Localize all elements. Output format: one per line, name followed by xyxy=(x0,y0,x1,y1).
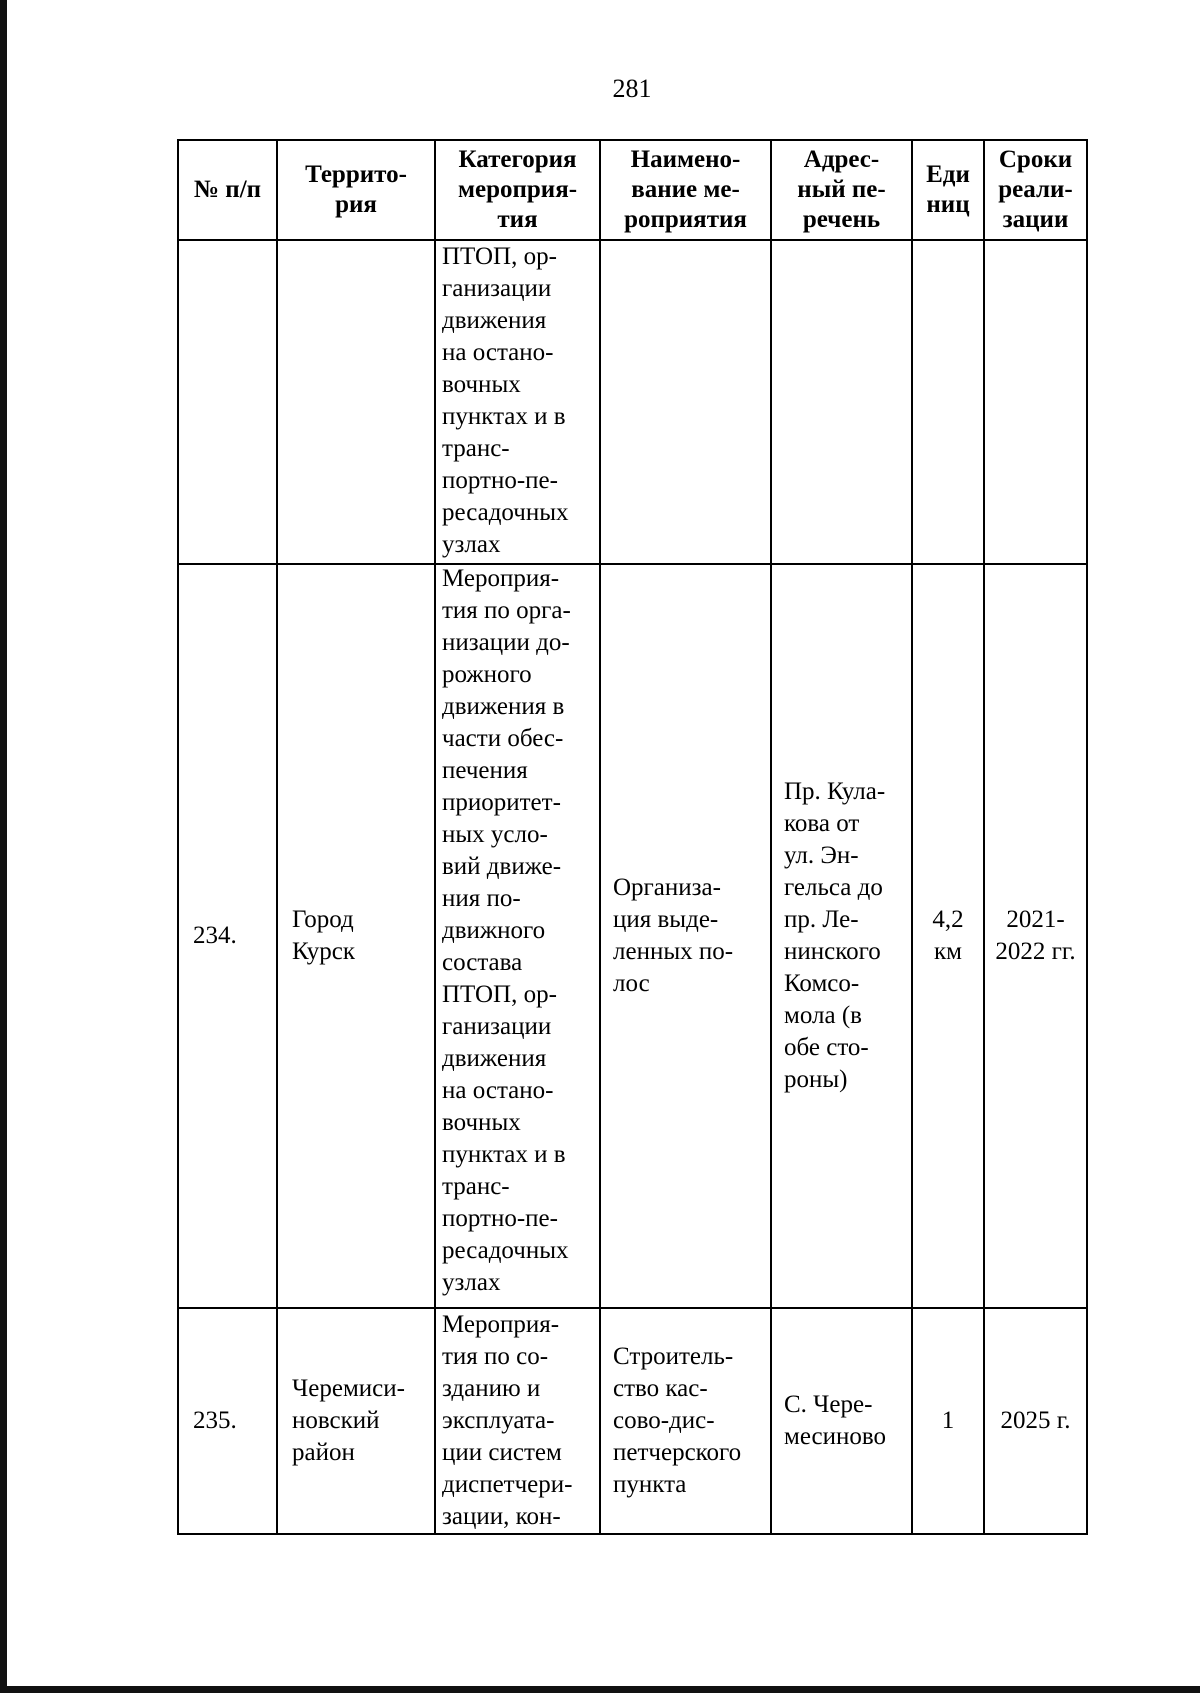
cell-unit: 1 xyxy=(912,1308,984,1534)
cell-address: С. Чере- месиново xyxy=(771,1308,912,1534)
table-header-row xyxy=(178,140,1087,240)
cell-number: 234. xyxy=(178,564,277,1308)
table-row xyxy=(178,564,1087,1308)
page-number: 281 xyxy=(612,74,652,103)
cell-period xyxy=(984,240,1087,564)
cell-category: ПТОП, ор- ганизации движения на остано- вочных пунктах и в транс- портно-пе- ресадочных узлах xyxy=(435,240,600,564)
table-row xyxy=(178,240,1087,564)
scan-border-bottom xyxy=(0,1686,1200,1693)
header-period: Сроки реали- зации xyxy=(984,140,1087,240)
header-category: Категория мероприя- тия xyxy=(435,140,600,240)
table-row xyxy=(178,1308,1087,1534)
cell-address: Пр. Кула- кова от ул. Эн- гельса до пр. Ле- нинского Комсо- мола (в обе сто- роны) xyxy=(771,564,912,1308)
cell-name xyxy=(600,240,771,564)
cell-category: Мероприя- тия по со- зданию и эксплуата- ции систем диспетчери- зации, кон- xyxy=(435,1308,600,1534)
cell-number: 235. xyxy=(178,1308,277,1534)
cell-name: Организа- ция выде- ленных по- лос xyxy=(600,564,771,1308)
header-name: Наимено- вание ме- роприятия xyxy=(600,140,771,240)
cell-unit xyxy=(912,240,984,564)
measures-table xyxy=(177,139,1088,1535)
cell-number xyxy=(178,240,277,564)
cell-period: 2021- 2022 гг. xyxy=(984,564,1087,1308)
header-unit: Еди ниц xyxy=(912,140,984,240)
scan-border-left xyxy=(0,0,7,1693)
cell-address xyxy=(771,240,912,564)
cell-period: 2025 г. xyxy=(984,1308,1087,1534)
header-number: № п/п xyxy=(178,140,277,240)
cell-territory: Черемиси- новский район xyxy=(277,1308,435,1534)
cell-territory xyxy=(277,240,435,564)
cell-territory: Город Курск xyxy=(277,564,435,1308)
cell-name: Строитель- ство кас- сово-дис- петчерского пункта xyxy=(600,1308,771,1534)
header-address: Адрес- ный пе- речень xyxy=(771,140,912,240)
cell-category: Мероприя- тия по орга- низации до- рожного движения в части обес- печения приоритет- ных усло- вий движе- ния по- движного состава ПТОП, ор- ганизации движения на остано- вочных пунктах и в транс- портно-пе- ресадочных узлах xyxy=(435,564,600,1308)
header-territory: Террито- рия xyxy=(277,140,435,240)
cell-unit: 4,2 км xyxy=(912,564,984,1308)
